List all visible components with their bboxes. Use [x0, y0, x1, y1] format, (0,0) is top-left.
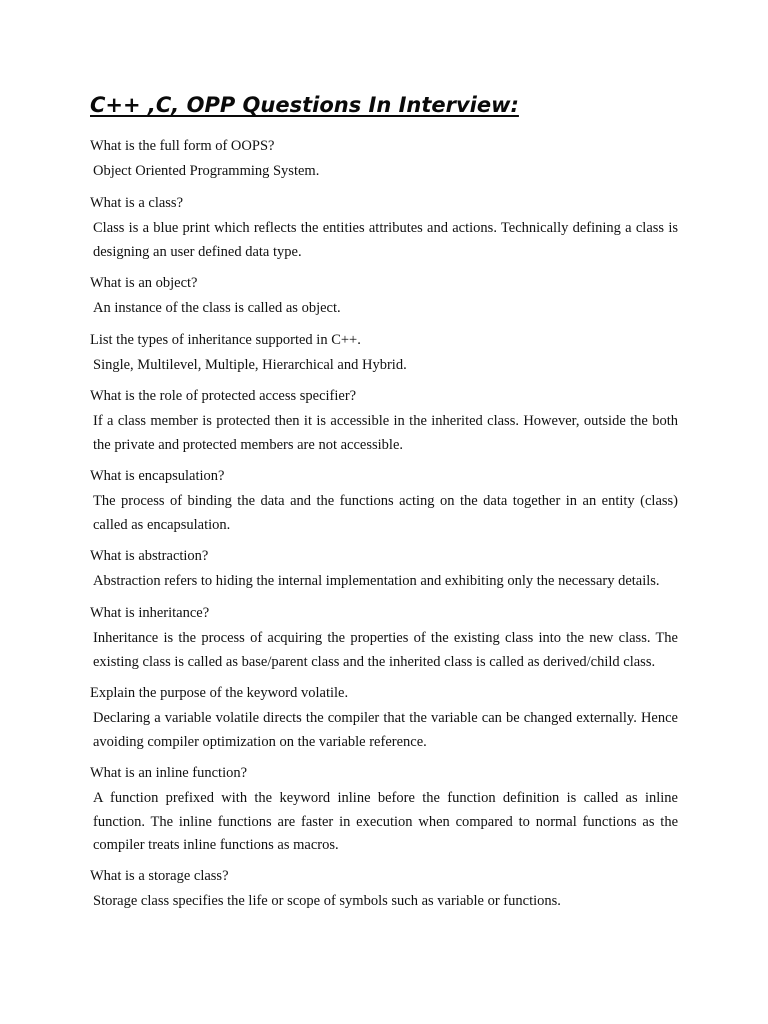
qa-item	[90, 387, 678, 457]
question-text: What is the role of protected access specifier?	[90, 388, 357, 404]
question-text: What is an object?	[90, 275, 198, 291]
question-text: What is a storage class?	[90, 868, 229, 884]
answer-text: A function prefixed with the keyword inline before the function definition is called as inline function. The inline functions are faster in execution when compared to normal functions as the compiler treats inline functions as macros.	[93, 790, 678, 853]
question-text: What is encapsulation?	[90, 468, 225, 484]
answer-text: Class is a blue print which reflects the entities attributes and actions. Technically defining a class is designing an user defined data type.	[93, 220, 678, 260]
answer-text: An instance of the class is called as object.	[93, 300, 341, 316]
qa-item	[90, 274, 678, 321]
qa-item	[90, 764, 678, 858]
question-text: Explain the purpose of the keyword volatile.	[90, 685, 349, 701]
answer-text: If a class member is protected then it is accessible in the inherited class. However, outside the both the private and protected members are not accessible.	[93, 413, 678, 453]
qa-item	[90, 331, 678, 378]
page-title: C++ ,C, OPP Questions In Interview:	[90, 93, 519, 117]
question-text: List the types of inheritance supported in C++.	[90, 332, 361, 348]
answer-text: Single, Multilevel, Multiple, Hierarchical and Hybrid.	[93, 357, 407, 373]
qa-item	[90, 684, 678, 754]
question-text: What is inheritance?	[90, 605, 210, 621]
question-text: What is a class?	[90, 195, 184, 211]
answer-text: Inheritance is the process of acquiring the properties of the existing class into the new class. The existing class is called as base/parent class and the inherited class is called as derived/child class.	[93, 630, 678, 670]
qa-item	[90, 547, 678, 594]
question-text: What is an inline function?	[90, 765, 248, 781]
answer-text: Abstraction refers to hiding the internal implementation and exhibiting only the necessary details.	[93, 573, 660, 589]
answer-text: Storage class specifies the life or scope of symbols such as variable or functions.	[93, 893, 561, 909]
question-text: What is the full form of OOPS?	[90, 138, 275, 154]
qa-item	[90, 137, 678, 184]
question-text: What is abstraction?	[90, 548, 209, 564]
qa-item	[90, 467, 678, 537]
qa-item	[90, 604, 678, 674]
answer-text: Declaring a variable volatile directs the compiler that the variable can be changed externally. Hence avoiding compiler optimization on the variable reference.	[93, 710, 678, 750]
answer-text: Object Oriented Programming System.	[93, 163, 320, 179]
qa-item	[90, 194, 678, 264]
qa-item	[90, 867, 678, 914]
answer-text: The process of binding the data and the functions acting on the data together in an entity (class) called as encapsulation.	[93, 493, 678, 533]
